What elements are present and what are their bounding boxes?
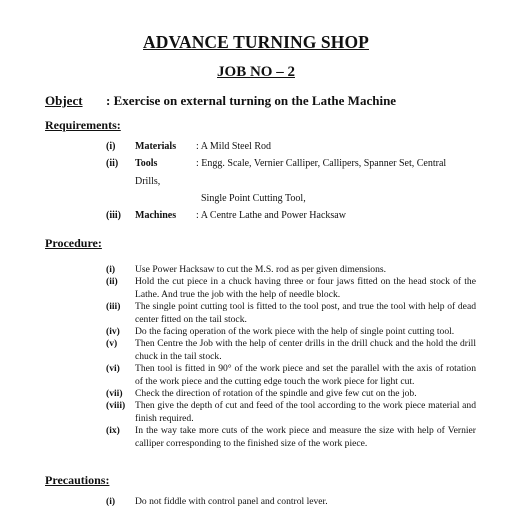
list-item xyxy=(106,264,476,276)
item-text: Hold the cut piece in a chuck having three or four jaws fitted on the head stock of the Lathe. And true the job with the help of needle block. xyxy=(135,276,476,300)
item-text: Then Centre the Job with the help of center drills in the drill chuck and the hold the drill chuck in the tail stock. xyxy=(135,338,476,362)
list-item xyxy=(106,425,476,450)
list-item xyxy=(106,338,476,363)
req-value: : A Mild Steel Rod xyxy=(196,141,272,152)
req-label: Materials xyxy=(135,141,177,152)
item-number: (viii) xyxy=(106,400,126,412)
req-value-extra: Single Point Cutting Tool, xyxy=(201,193,306,204)
item-number: (iii) xyxy=(106,301,121,313)
list-item xyxy=(106,363,476,388)
item-number: (ix) xyxy=(106,425,120,437)
item-text: In the way take more cuts of the work piece and measure the size with help of Vernier calliper corresponding to the finished size of the work piece. xyxy=(135,425,476,449)
list-item xyxy=(106,496,328,507)
precautions-list xyxy=(106,496,328,507)
item-number: (vii) xyxy=(106,388,123,400)
item-number: (ii) xyxy=(106,276,118,288)
list-item xyxy=(106,326,476,338)
req-value: : Engg. Scale, Vernier Calliper, Callipers, Spanner Set, Central xyxy=(196,158,447,169)
list-item xyxy=(106,301,476,326)
req-num: (i) xyxy=(106,141,116,152)
item-number: (i) xyxy=(106,496,116,507)
item-text: Do the facing operation of the work piece with the help of single point cutting tool. xyxy=(135,326,455,338)
list-item xyxy=(106,276,476,301)
item-text: Then give the depth of cut and feed of the tool according to the work piece material and finish required. xyxy=(135,400,476,424)
precautions-heading: Precautions: xyxy=(45,473,110,487)
req-value: : A Centre Lathe and Power Hacksaw xyxy=(196,210,346,221)
requirements-heading: Requirements: xyxy=(45,118,121,132)
object-label: Object xyxy=(45,93,83,108)
item-number: (iv) xyxy=(106,326,120,338)
item-text: Use Power Hacksaw to cut the M.S. rod as per given dimensions. xyxy=(135,264,386,275)
req-num: (iii) xyxy=(106,210,121,221)
req-label: Tools xyxy=(135,158,158,169)
item-text: Do not fiddle with control panel and control lever. xyxy=(135,496,328,507)
list-item xyxy=(106,388,476,400)
req-label: Machines xyxy=(135,210,177,221)
item-number: (v) xyxy=(106,338,118,350)
item-number: (i) xyxy=(106,264,116,275)
document-title: ADVANCE TURNING SHOP xyxy=(143,32,369,52)
procedure-heading: Procedure: xyxy=(45,236,102,250)
list-item xyxy=(106,400,476,425)
item-text: Check the direction of rotation of the spindle and give few cut on the job. xyxy=(135,388,417,400)
item-text: The single point cutting tool is fitted to the tool post, and true the tool with help of dead center fitted on the tail stock. xyxy=(135,301,476,325)
req-num: (ii) xyxy=(106,158,119,169)
req-value-continued: Drills, xyxy=(135,176,161,187)
procedure-list xyxy=(106,264,476,450)
job-number: JOB NO – 2 xyxy=(217,64,295,80)
item-number: (vi) xyxy=(106,363,120,375)
object-text: : Exercise on external turning on the Lathe Machine xyxy=(106,93,397,108)
item-text: Then tool is fitted in 90° of the work piece and set the parallel with the axis of rotation of the work piece and the cutting edge touch the work piece for light cut. xyxy=(135,363,476,387)
